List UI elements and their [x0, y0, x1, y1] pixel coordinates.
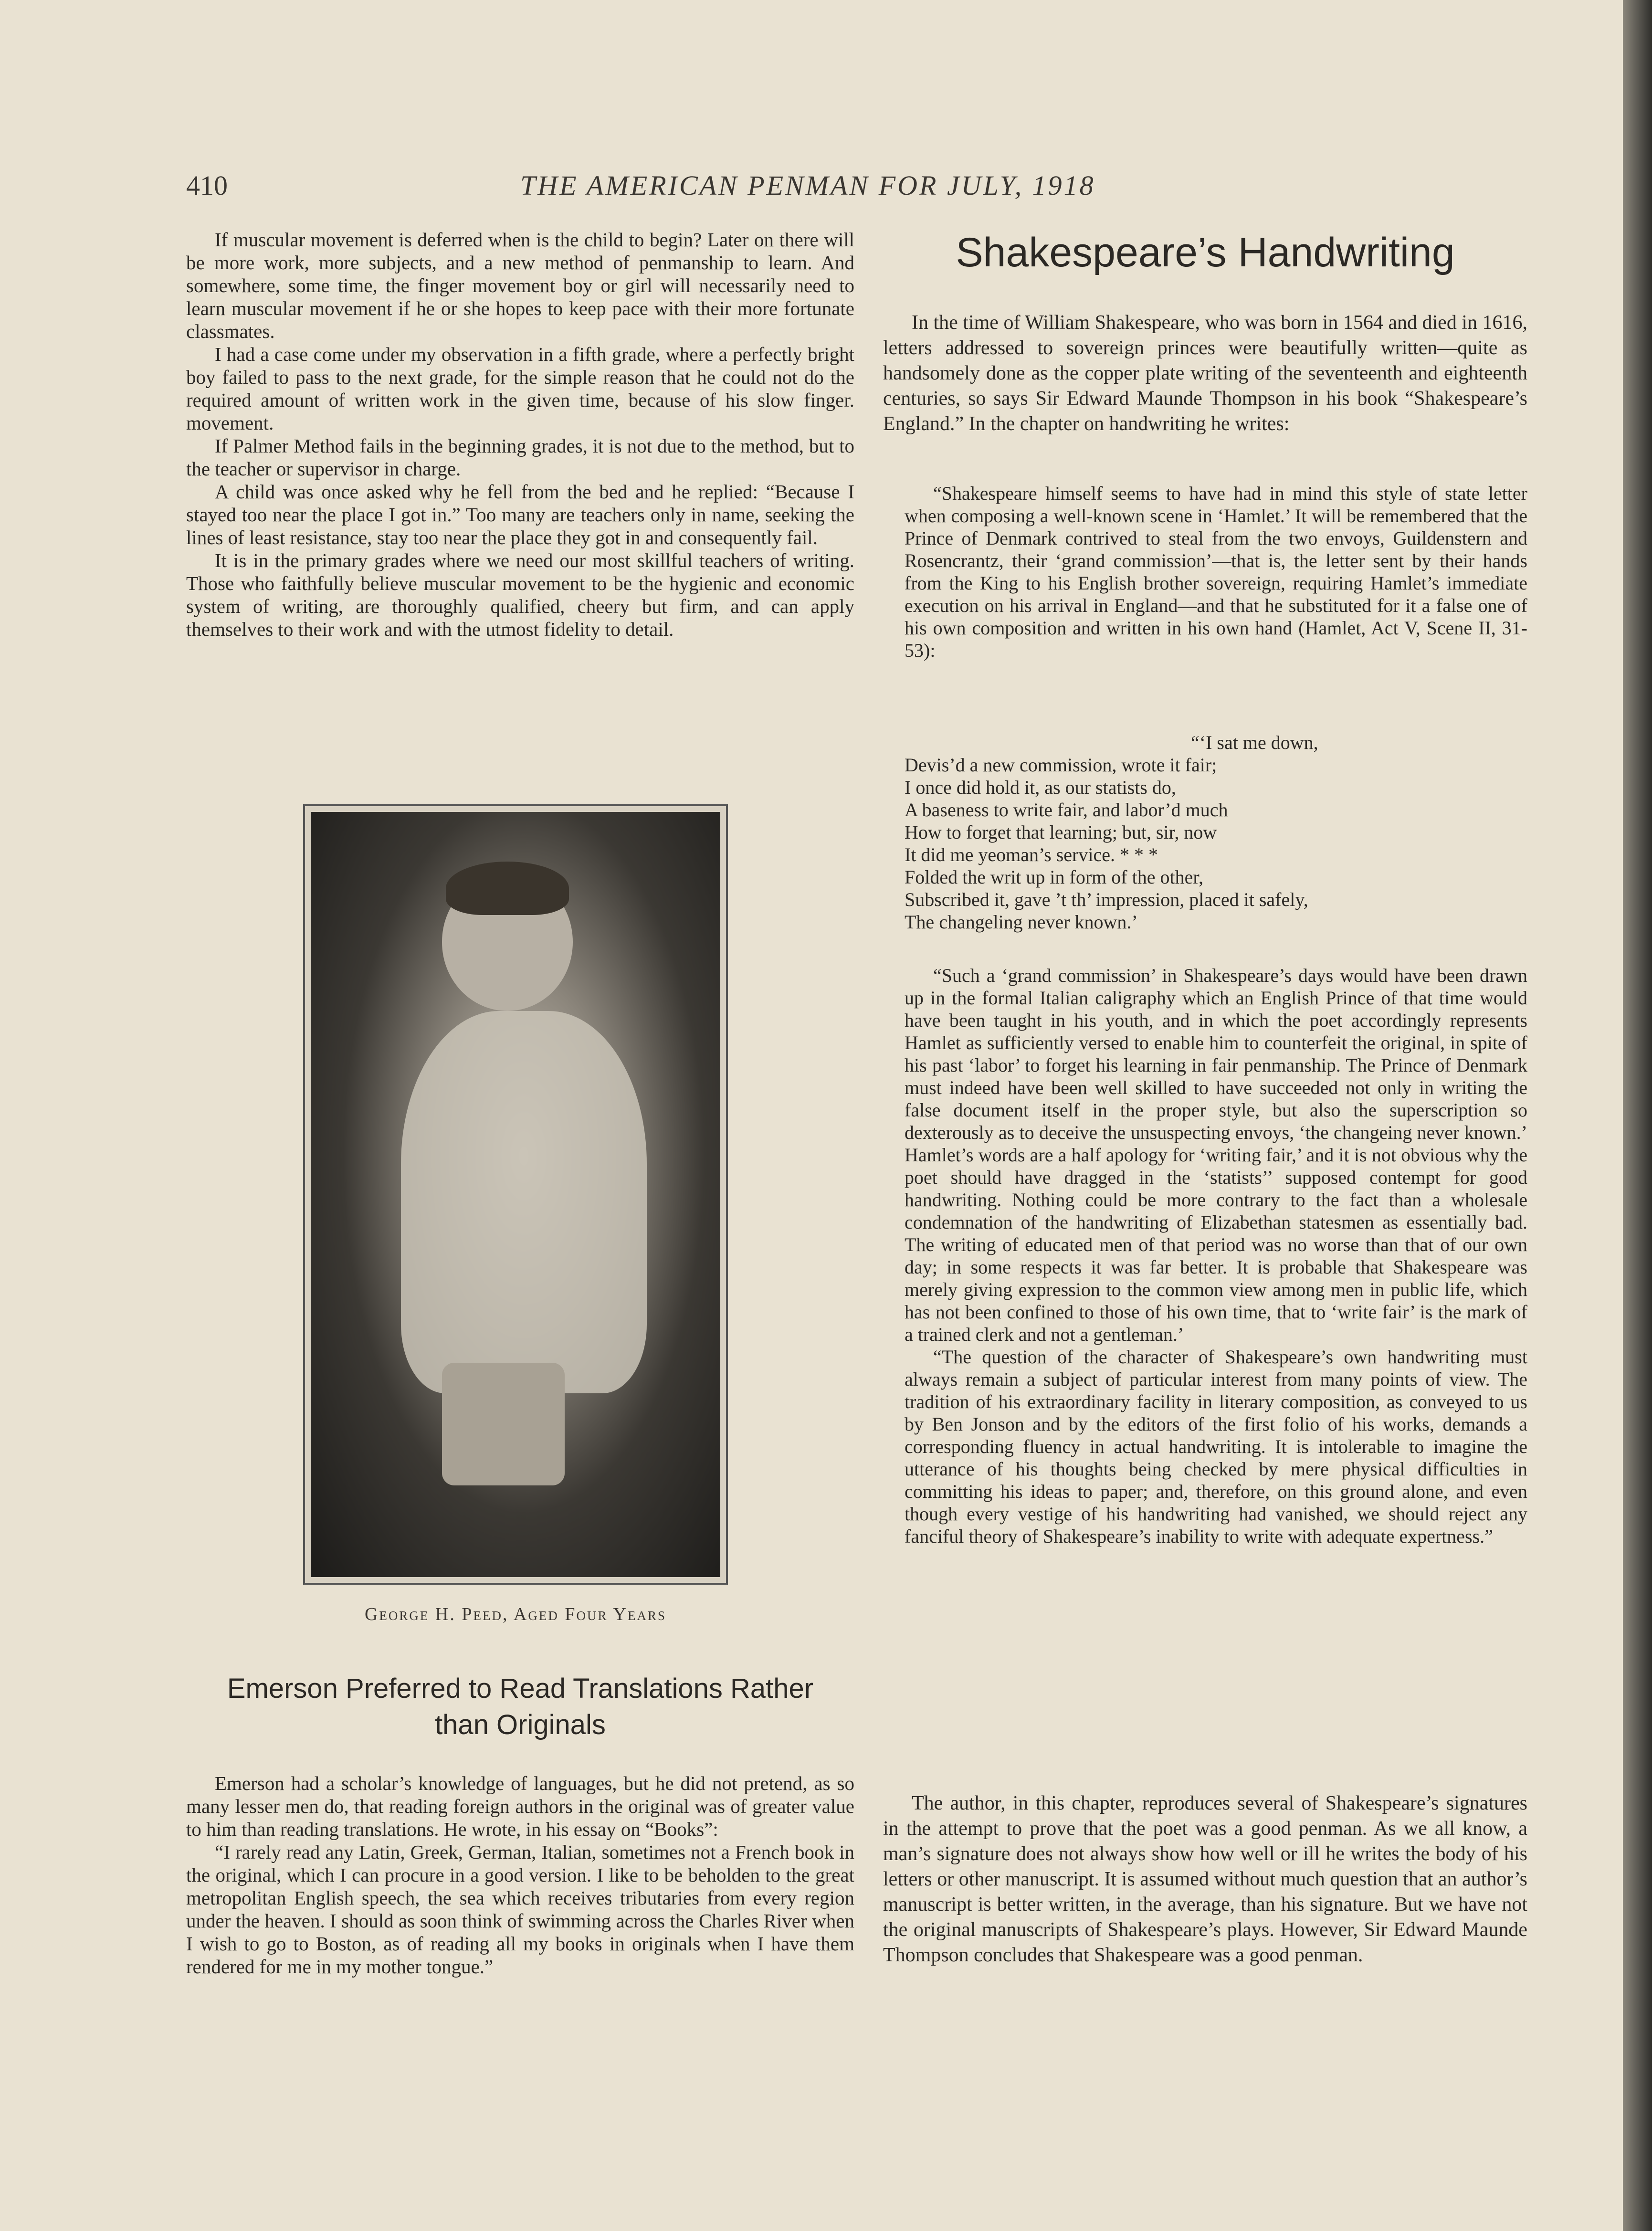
- running-title: THE AMERICAN PENMAN FOR JULY, 1918: [520, 170, 1095, 201]
- shakespeare-closing: [883, 1791, 1527, 1968]
- paragraph: If muscular movement is deferred when is the child to begin? Later on there will be more work, more subjects, and a new method of penmanship to learn. And somewhere, some time, the finger movement boy or girl will necessarily need to learn muscular movement if he or she hopes to keep pace with their more fortunate classmates.: [186, 229, 854, 342]
- paragraph: Emerson had a scholar’s knowledge of languages, but he did not pretend, as so many lesser men do, that reading foreign authors in the original was of greater value to him than reading translations. He wrote, in his essay on “Books”:: [186, 1772, 854, 1840]
- verse-line: The changeling never known.’: [905, 911, 1138, 933]
- paragraph: In the time of William Shakespeare, who was born in 1564 and died in 1616, letters addressed to sovereign princes were beautifully written—quite as handsomely done as the copper plate writing of the seventeenth and eighteenth centuries, so says Sir Edward Maunde Thompson in his book “Shakespeare’s England.” In the chapter on handwriting he writes:: [883, 312, 1527, 435]
- page-header: [186, 169, 1532, 203]
- photo-figure-body: [401, 1011, 647, 1394]
- verse-line: Folded the writ up in form of the other,: [905, 866, 1204, 888]
- photo-figure-hair: [446, 862, 568, 915]
- paragraph: “Shakespeare himself seems to have had in mind this style of state letter when composing a well-known scene in ‘Hamlet.’ It will be remembered that the Prince of Denmark contrived to steal from the two envoys, Guildenstern and Rosencrantz, their ‘grand commission’—that is, the letter sent by their hands from the King to his English brother sovereign, requiring Hamlet’s immediate execution on his arrival in England—and that he substituted for it a false one of his own composition and written in his own hand (Hamlet, Act V, Scene II, 31-53):: [905, 483, 1527, 661]
- shakespeare-intro: [883, 310, 1527, 437]
- paragraph: If Palmer Method fails in the beginning grades, it is not due to the method, but to the teacher or supervisor in charge.: [186, 435, 854, 480]
- paragraph: “Such a ‘grand commission’ in Shakespeare’s days would have been drawn up in the formal Italian caligraphy which an English Prince of that time would have been taught in his youth, and in which the poet accordingly represents Hamlet as sufficiently versed to enable him to counterfeit the original, in spite of his past ‘labor’ to forget his learning in fair penmanship. The Prince of Denmark must indeed have been well skilled to have succeeded not only in writing the false document itself in the proper style, but also the superscription so dexterously as to deceive the unsuspecting envoys, ‘the changeing never known.’ Hamlet’s words are a half apology for ‘writing fair,’ and it is not obvious why the poet should have dragged in the ‘statists’’ supposed contempt for good handwriting. Nothing could be more contrary to the fact than a wholesale condemnation of the handwriting of Elizabethan statesmen as essentially bad. The writing of educated men of that period was no worse than that of our own day; in some respects it was far better. It is probable that Shakespeare was merely giving expression to the common view among men in public life, which has not been confined to those of his own time, that to ‘write fair’ is the mark of a trained clerk and not a gentleman.’: [905, 965, 1527, 1345]
- binding-edge: [1623, 0, 1652, 2231]
- emerson-heading-line2: than Originals: [435, 1709, 606, 1740]
- paragraph: The author, in this chapter, reproduces several of Shakespeare’s signatures in the attempt to prove that the poet was a good penman. As we all know, a man’s signature does not always show how well or ill he writes the body of his letters or other manuscript. It is assumed without much question that an author’s manuscript is better written, in the average, than his signature. But we have not the original manuscripts of Shakespeare’s plays. However, Sir Edward Maunde Thompson concludes that Shakespeare was a good penman.: [883, 1792, 1527, 1966]
- paragraph: I had a case come under my observation in a fifth grade, where a perfectly bright boy failed to pass to the next grade, for the simple reason that he could not do the required amount of written work in the given time, because of his slow finger. movement.: [186, 343, 854, 434]
- paragraph: It is in the primary grades where we need our most skillful teachers of writing. Those who faithfully believe muscular movement to be the hygienic and economic system of writing, are thoroughly qualified, cheery but firm, and can apply themselves to their work and with the utmost fidelity to detail.: [186, 549, 854, 640]
- paragraph: “The question of the character of Shakespeare’s own handwriting must always remain a subject of particular interest from many points of view. The tradition of his extraordinary facility in literary composition, as conveyed to us by Ben Jonson and by the editors of the first folio of his works, demands a corresponding fluency in actual handwriting. It is intolerable to imagine the utterance of his thoughts being checked by mere physical difficulties in committing his ideas to paper; and, therefore, on this ground alone, and even though every vestige of his handwriting had vanished, we should reject any fanciful theory of Shakespeare’s inability to write with adequate expertness.”: [905, 1346, 1527, 1547]
- child-portrait-photo: [303, 804, 728, 1585]
- hamlet-verse: [905, 731, 1527, 933]
- verse-line: Subscribed it, gave ’t th’ impression, placed it safely,: [905, 889, 1308, 910]
- photo-caption: George H. Peed, Aged Four Years: [364, 1604, 667, 1624]
- photo-image: [311, 812, 720, 1577]
- verse-line: I once did hold it, as our statists do,: [905, 777, 1176, 798]
- article-penmanship-continued: [186, 228, 854, 641]
- paragraph: A child was once asked why he fell from the bed and he replied: “Because I stayed too near the place I got in.” Too many are teachers only in name, seeking the lines of least resistance, stay too near the place they got in and consequently fail.: [186, 481, 854, 548]
- verse-line: It did me yeoman’s service. * * *: [905, 844, 1158, 865]
- verse-line: Devis’d a new commission, wrote it fair;: [905, 754, 1217, 776]
- emerson-heading-line1: Emerson Preferred to Read Translations Rather: [227, 1673, 814, 1704]
- paragraph: “I rarely read any Latin, Greek, German, Italian, sometimes not a French book in the original, which I can procure in a good version. I like to be beholden to the great metropolitan English speech, the sea which receives tributaries from every region under the heaven. I should as soon think of swimming across the Charles River when I wish to go to Boston, as of reading all my books in originals when I have them rendered for me in my mother tongue.”: [186, 1841, 854, 1978]
- shakespeare-heading: Shakespeare’s Handwriting: [956, 230, 1455, 275]
- photo-figure-legs: [442, 1363, 565, 1485]
- emerson-heading: [186, 1671, 854, 1743]
- verse-line: A baseness to write fair, and labor’d much: [905, 799, 1228, 821]
- verse-line: “‘I sat me down,: [1191, 732, 1318, 753]
- emerson-article: [186, 1772, 854, 1978]
- shakespeare-quote-1: [905, 482, 1527, 662]
- page-number: 410: [186, 170, 228, 201]
- verse-line: How to forget that learning; but, sir, now: [905, 821, 1217, 843]
- shakespeare-quote-2: [905, 964, 1527, 1547]
